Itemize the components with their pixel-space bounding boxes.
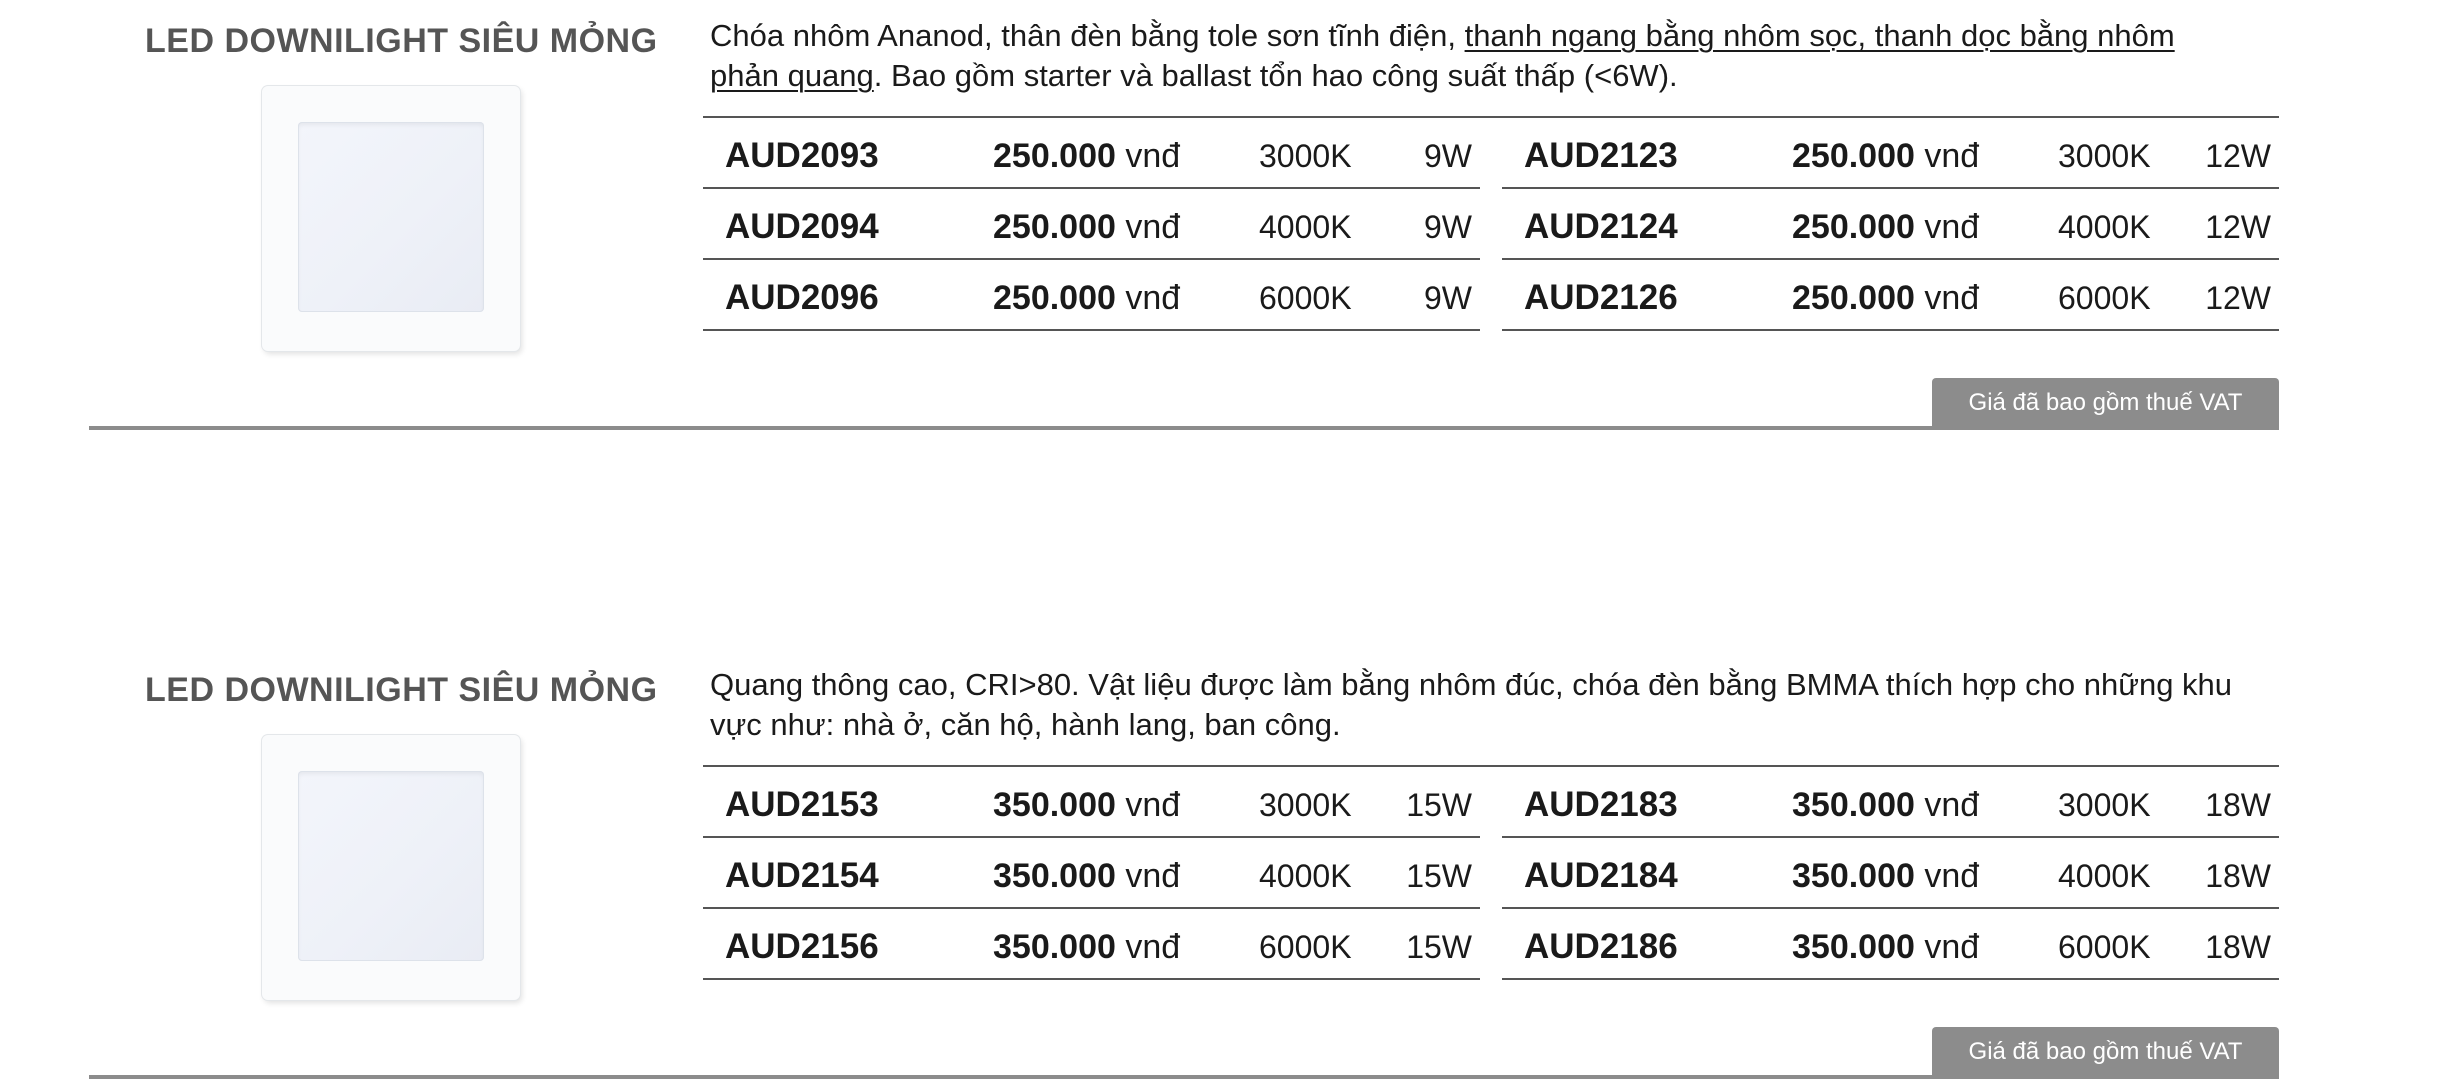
- color-temperature: 3000K: [1259, 138, 1352, 174]
- table-row: [1502, 118, 2279, 189]
- power-rating: 12W: [2205, 280, 2271, 316]
- section-divider: [89, 1075, 2279, 1079]
- price-currency: vnđ: [1924, 208, 1980, 246]
- table-row: [1502, 909, 2279, 980]
- table-row: [703, 838, 1480, 909]
- price-currency: vnđ: [1924, 857, 1980, 895]
- price-value: 250.000: [1792, 279, 1915, 317]
- led-panel-face: [298, 122, 484, 312]
- product-description: [710, 665, 2250, 745]
- product-code: AUD2154: [725, 856, 879, 895]
- price-table-left: [703, 118, 1480, 331]
- power-rating: 15W: [1406, 929, 1472, 965]
- price-value: 250.000: [1792, 208, 1915, 246]
- led-panel-product-image: [262, 86, 520, 351]
- price-currency: vnđ: [1924, 786, 1980, 824]
- product-code: AUD2183: [1524, 785, 1678, 824]
- product-price: [993, 927, 1180, 967]
- product-code: AUD2126: [1524, 278, 1678, 317]
- color-temperature: 4000K: [2058, 209, 2151, 245]
- price-currency: vnđ: [1125, 208, 1181, 246]
- product-description: [710, 16, 2250, 96]
- table-row: [703, 260, 1480, 331]
- section-divider: [89, 426, 2279, 430]
- price-table-right: [1502, 767, 2279, 980]
- product-price: [1792, 207, 1979, 247]
- price-currency: vnđ: [1125, 279, 1181, 317]
- price-value: 250.000: [1792, 137, 1915, 175]
- price-currency: vnđ: [1924, 928, 1980, 966]
- color-temperature: 4000K: [1259, 858, 1352, 894]
- price-table-left: [703, 767, 1480, 980]
- product-price: [1792, 136, 1979, 176]
- price-value: 250.000: [993, 208, 1116, 246]
- led-panel-product-image: [262, 735, 520, 1000]
- vat-included-badge: Giá đã bao gồm thuế VAT: [1932, 1027, 2279, 1077]
- power-rating: 9W: [1424, 280, 1472, 316]
- color-temperature: 6000K: [1259, 280, 1352, 316]
- table-row: [703, 909, 1480, 980]
- price-value: 350.000: [1792, 857, 1915, 895]
- description-text: Chóa nhôm Ananod, thân đèn bằng tole sơn tĩnh điện,: [710, 18, 1465, 53]
- price-value: 350.000: [1792, 786, 1915, 824]
- product-code: AUD2094: [725, 207, 879, 246]
- table-row: [703, 189, 1480, 260]
- table-row: [703, 767, 1480, 838]
- power-rating: 15W: [1406, 787, 1472, 823]
- product-code: AUD2186: [1524, 927, 1678, 966]
- power-rating: 12W: [2205, 138, 2271, 174]
- product-code: AUD2096: [725, 278, 879, 317]
- color-temperature: 6000K: [2058, 280, 2151, 316]
- product-price: [993, 856, 1180, 896]
- section-title: LED DOWNILIGHT SIÊU MỎNG: [145, 671, 658, 709]
- power-rating: 18W: [2205, 787, 2271, 823]
- price-value: 350.000: [1792, 928, 1915, 966]
- color-temperature: 4000K: [2058, 858, 2151, 894]
- power-rating: 12W: [2205, 209, 2271, 245]
- product-price: [1792, 785, 1979, 825]
- price-currency: vnđ: [1924, 137, 1980, 175]
- price-currency: vnđ: [1924, 279, 1980, 317]
- description-underlined-text: thanh ngang bằng nhôm sọc, thanh dọc bằng nhôm phản quang: [710, 18, 2175, 93]
- section-title: LED DOWNILIGHT SIÊU MỎNG: [145, 22, 658, 60]
- color-temperature: 6000K: [2058, 929, 2151, 965]
- price-value: 350.000: [993, 857, 1116, 895]
- price-value: 250.000: [993, 279, 1116, 317]
- price-value: 250.000: [993, 137, 1116, 175]
- table-row: [1502, 189, 2279, 260]
- product-section-1: [0, 0, 2457, 430]
- description-text-suffix: . Bao gồm starter và ballast tổn hao công suất thấp (<6W).: [873, 58, 1678, 93]
- product-price: [1792, 927, 1979, 967]
- power-rating: 9W: [1424, 138, 1472, 174]
- price-value: 350.000: [993, 928, 1116, 966]
- product-code: AUD2153: [725, 785, 879, 824]
- price-currency: vnđ: [1125, 137, 1181, 175]
- table-row: [1502, 260, 2279, 331]
- product-price: [1792, 856, 1979, 896]
- price-value: 350.000: [993, 786, 1116, 824]
- product-code: AUD2124: [1524, 207, 1678, 246]
- power-rating: 15W: [1406, 858, 1472, 894]
- price-currency: vnđ: [1125, 786, 1181, 824]
- color-temperature: 3000K: [2058, 138, 2151, 174]
- product-code: AUD2123: [1524, 136, 1678, 175]
- product-code: AUD2093: [725, 136, 879, 175]
- power-rating: 18W: [2205, 858, 2271, 894]
- product-code: AUD2184: [1524, 856, 1678, 895]
- table-row: [1502, 767, 2279, 838]
- price-table-right: [1502, 118, 2279, 331]
- table-row: [1502, 838, 2279, 909]
- color-temperature: 3000K: [1259, 787, 1352, 823]
- color-temperature: 6000K: [1259, 929, 1352, 965]
- product-price: [993, 207, 1180, 247]
- description-text: Quang thông cao, CRI>80. Vật liệu được làm bằng nhôm đúc, chóa đèn bằng BMMA thích hợp cho những khu vực như: nhà ở, căn hộ, hành lang, ban công.: [710, 667, 2233, 742]
- product-price: [993, 278, 1180, 318]
- power-rating: 18W: [2205, 929, 2271, 965]
- price-currency: vnđ: [1125, 928, 1181, 966]
- table-row: [703, 118, 1480, 189]
- product-price: [993, 136, 1180, 176]
- power-rating: 9W: [1424, 209, 1472, 245]
- product-section-2: [0, 649, 2457, 1079]
- product-price: [993, 785, 1180, 825]
- product-price: [1792, 278, 1979, 318]
- vat-included-badge: Giá đã bao gồm thuế VAT: [1932, 378, 2279, 428]
- led-panel-face: [298, 771, 484, 961]
- color-temperature: 3000K: [2058, 787, 2151, 823]
- price-currency: vnđ: [1125, 857, 1181, 895]
- color-temperature: 4000K: [1259, 209, 1352, 245]
- product-code: AUD2156: [725, 927, 879, 966]
